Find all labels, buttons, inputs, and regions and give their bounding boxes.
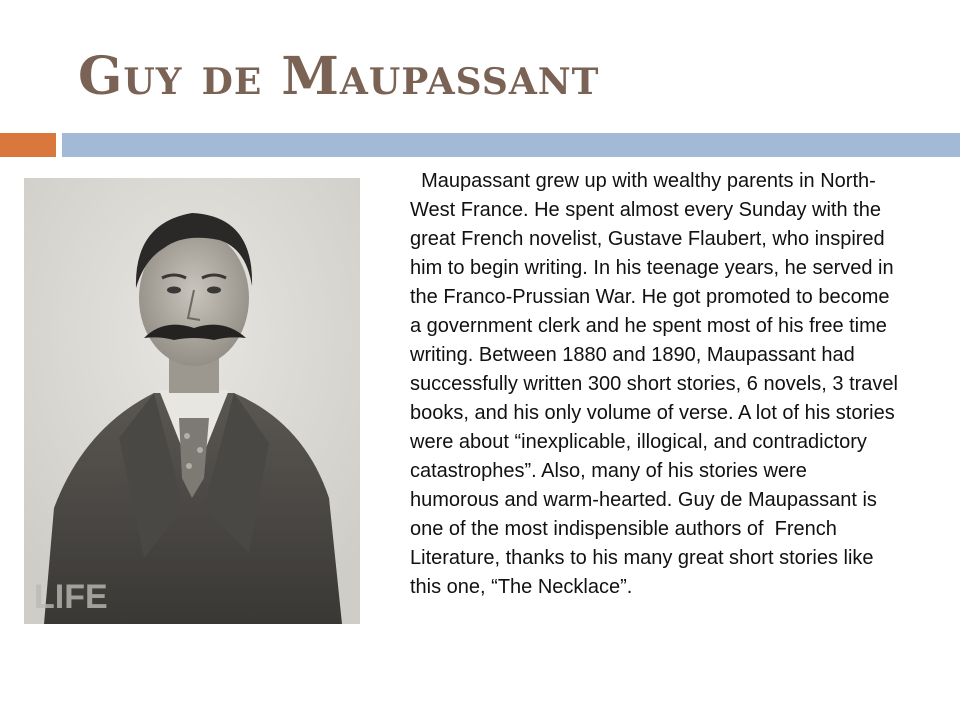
portrait-photo	[24, 178, 360, 624]
portrait-photo-icon	[24, 178, 360, 624]
accent-bar-blue	[62, 133, 960, 157]
life-watermark: LIFE	[34, 578, 108, 616]
accent-bar-orange	[0, 133, 56, 157]
biography-text: Maupassant grew up with wealthy parents in North-West France. He spent almost every Sunday with the great French novelist, Gustave Flaubert, who inspired him to begin writing. In his teenage years, he served in the Franco-Prussian War. He got promoted to become a government clerk and he spent most of his free time writing. Between 1880 and 1890, Maupassant had successfully written 300 short stories, 6 novels, 3 travel books, and his only volume of verse. A lot of his stories were about “inexplicable, illogical, and contradictory catastrophes”. Also, many of his stories were humorous and warm-hearted. Guy de Maupassant is one of the most indispensible authors of French Literature, thanks to his many great short stories like this one, “The Necklace”.	[410, 170, 904, 598]
slide-title: Guy de Maupassant	[78, 46, 600, 107]
